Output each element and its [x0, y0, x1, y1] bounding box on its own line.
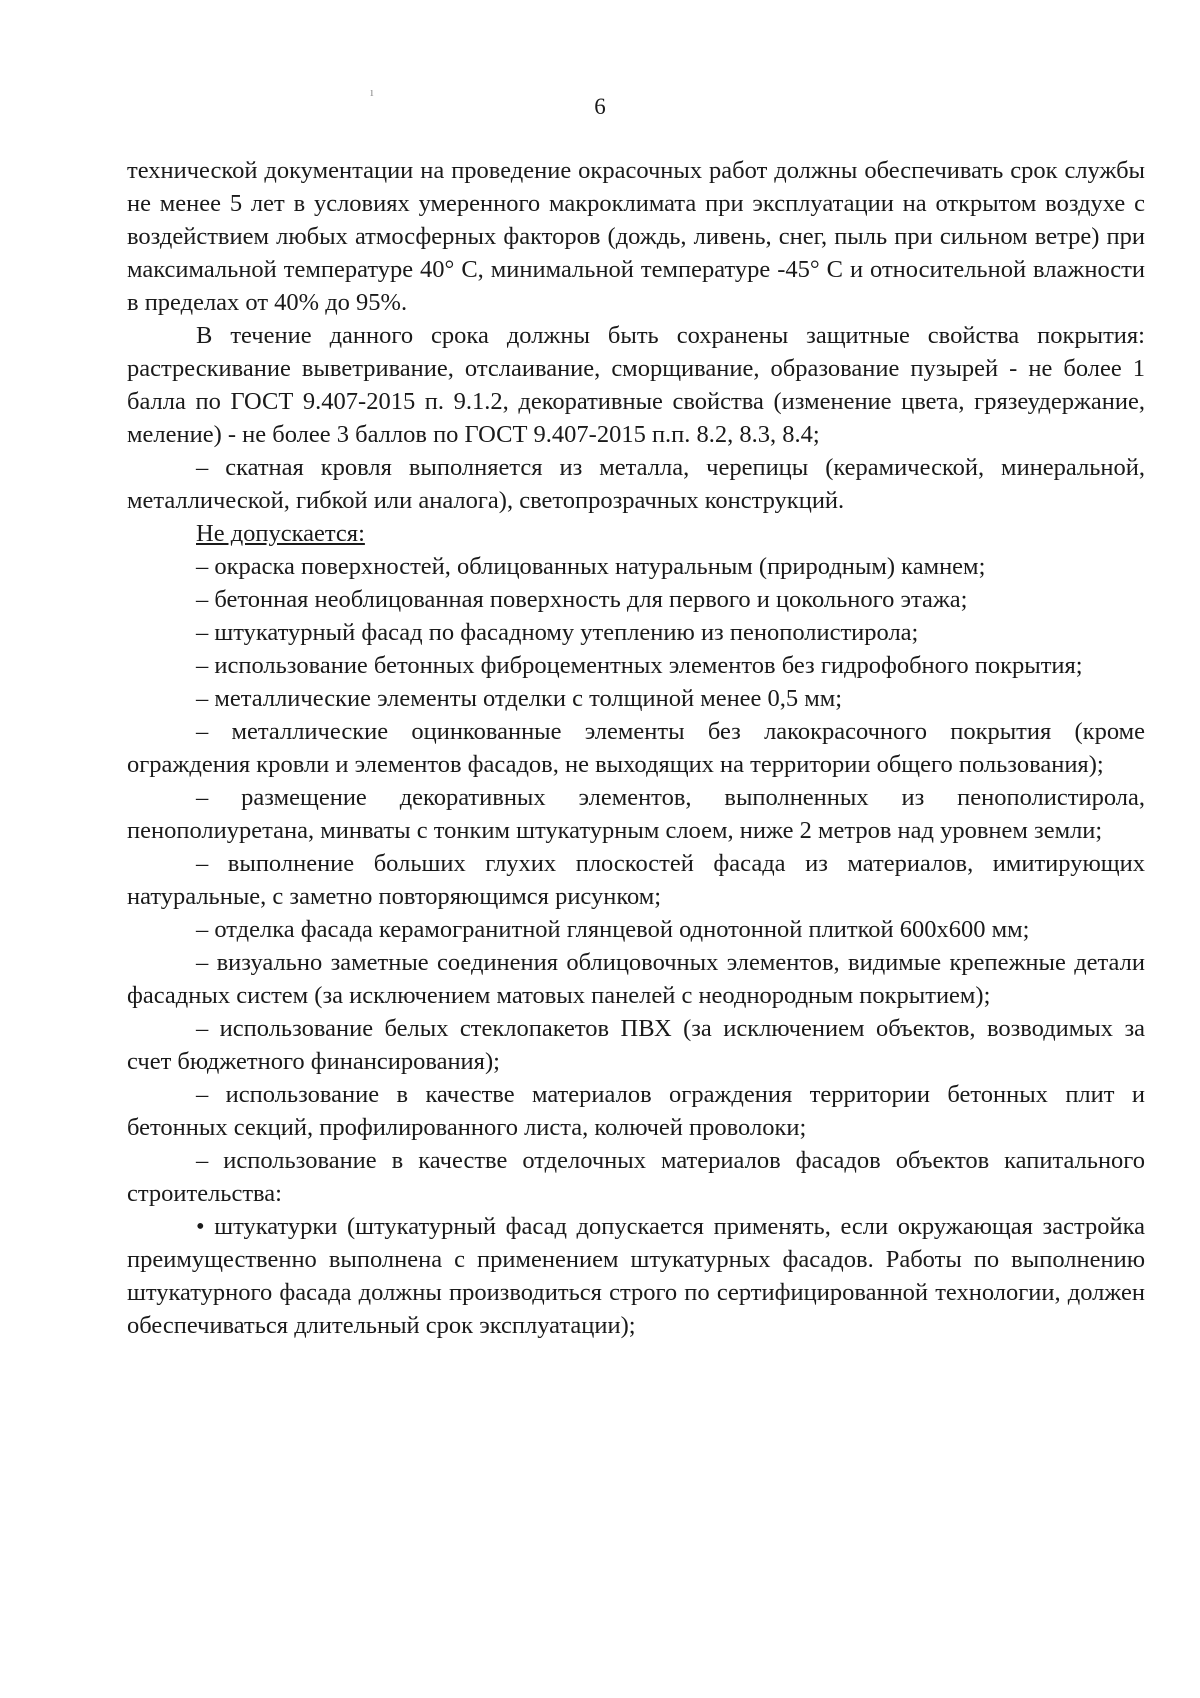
document-body — [127, 154, 1145, 1342]
bullet-icon: • — [196, 1213, 205, 1240]
not-allowed-heading — [127, 517, 1145, 550]
list-item: – металлические элементы отделки с толщиной менее 0,5 мм; — [196, 685, 843, 712]
bullet-item — [127, 1210, 1145, 1342]
list-item: – использование в качестве материалов ограждения территории бетонных плит и бетонных секций, профилированного листа, колючей проволоки; — [127, 1081, 1145, 1141]
bullet-item-text: штукатурки (штукатурный фасад допускается применять, если окружающая застройка преимущественно выполнена с применением штукатурных фасадов. Работы по выполнению штукатурного фасада должны производиться строго по сертифицированной технологии, должен обеспечиваться длительный срок эксплуатации); — [127, 1213, 1145, 1339]
list-item: – визуально заметные соединения облицовочных элементов, видимые крепежные детали фасадных систем (за исключением матовых панелей с неоднородным покрытием); — [127, 949, 1145, 1009]
list-item: – использование бетонных фиброцементных элементов без гидрофобного покрытия; — [196, 652, 1083, 679]
list-item: – бетонная необлицованная поверхность для первого и цокольного этажа; — [196, 586, 968, 613]
paragraph-continuation: технической документации на проведение окрасочных работ должны обеспечивать срок службы не менее 5 лет в условиях умеренного макроклимата при эксплуатации на открытом воздухе с воздействием любых атмосферных факторов (дождь, ливень, снег, пыль при сильном ветре) при максимальной температуре 40° С, минимальной температуре -45° С и относительной влажности в пределах от 40% до 95%. — [127, 157, 1145, 316]
list-item: – выполнение больших глухих плоскостей фасада из материалов, имитирующих натуральные, с заметно повторяющимся рисунком; — [127, 850, 1145, 910]
list-item: – металлические оцинкованные элементы без лакокрасочного покрытия (кроме ограждения кровли и элементов фасадов, не выходящих на территории общего пользования); — [127, 718, 1145, 778]
not-allowed-heading-text: Не допускается: — [196, 520, 365, 547]
list-item: – использование в качестве отделочных материалов фасадов объектов капитального строительства: — [127, 1147, 1145, 1207]
list-item: – окраска поверхностей, облицованных натуральным (природным) камнем; — [196, 553, 986, 580]
page-number: 6 — [594, 94, 606, 119]
list-item: – использование белых стеклопакетов ПВХ (за исключением объектов, возводимых за счет бюджетного финансирования); — [127, 1015, 1145, 1075]
paragraph-roof: – скатная кровля выполняется из металла, черепицы (керамической, минеральной, металлической, гибкой или аналога), светопрозрачных конструкций. — [127, 454, 1145, 514]
list-item: – размещение декоративных элементов, выполненных из пенополистирола, пенополиуретана, минваты с тонким штукатурным слоем, ниже 2 метров над уровнем земли; — [127, 784, 1145, 844]
list-item: – отделка фасада керамогранитной глянцевой однотонной плиткой 600x600 мм; — [196, 916, 1030, 943]
scan-mark: ı — [370, 84, 374, 99]
paragraph-durability: В течение данного срока должны быть сохранены защитные свойства покрытия: растрескивание выветривание, отслаивание, сморщивание, образование пузырей - не более 1 балла по ГОСТ 9.407-2015 п. 9.1.2, декоративные свойства (изменение цвета, грязеудержание, меление) - не более 3 баллов по ГОСТ 9.407-2015 п.п. 8.2, 8.3, 8.4; — [127, 322, 1145, 448]
list-item: – штукатурный фасад по фасадному утеплению из пенополистирола; — [196, 619, 919, 646]
